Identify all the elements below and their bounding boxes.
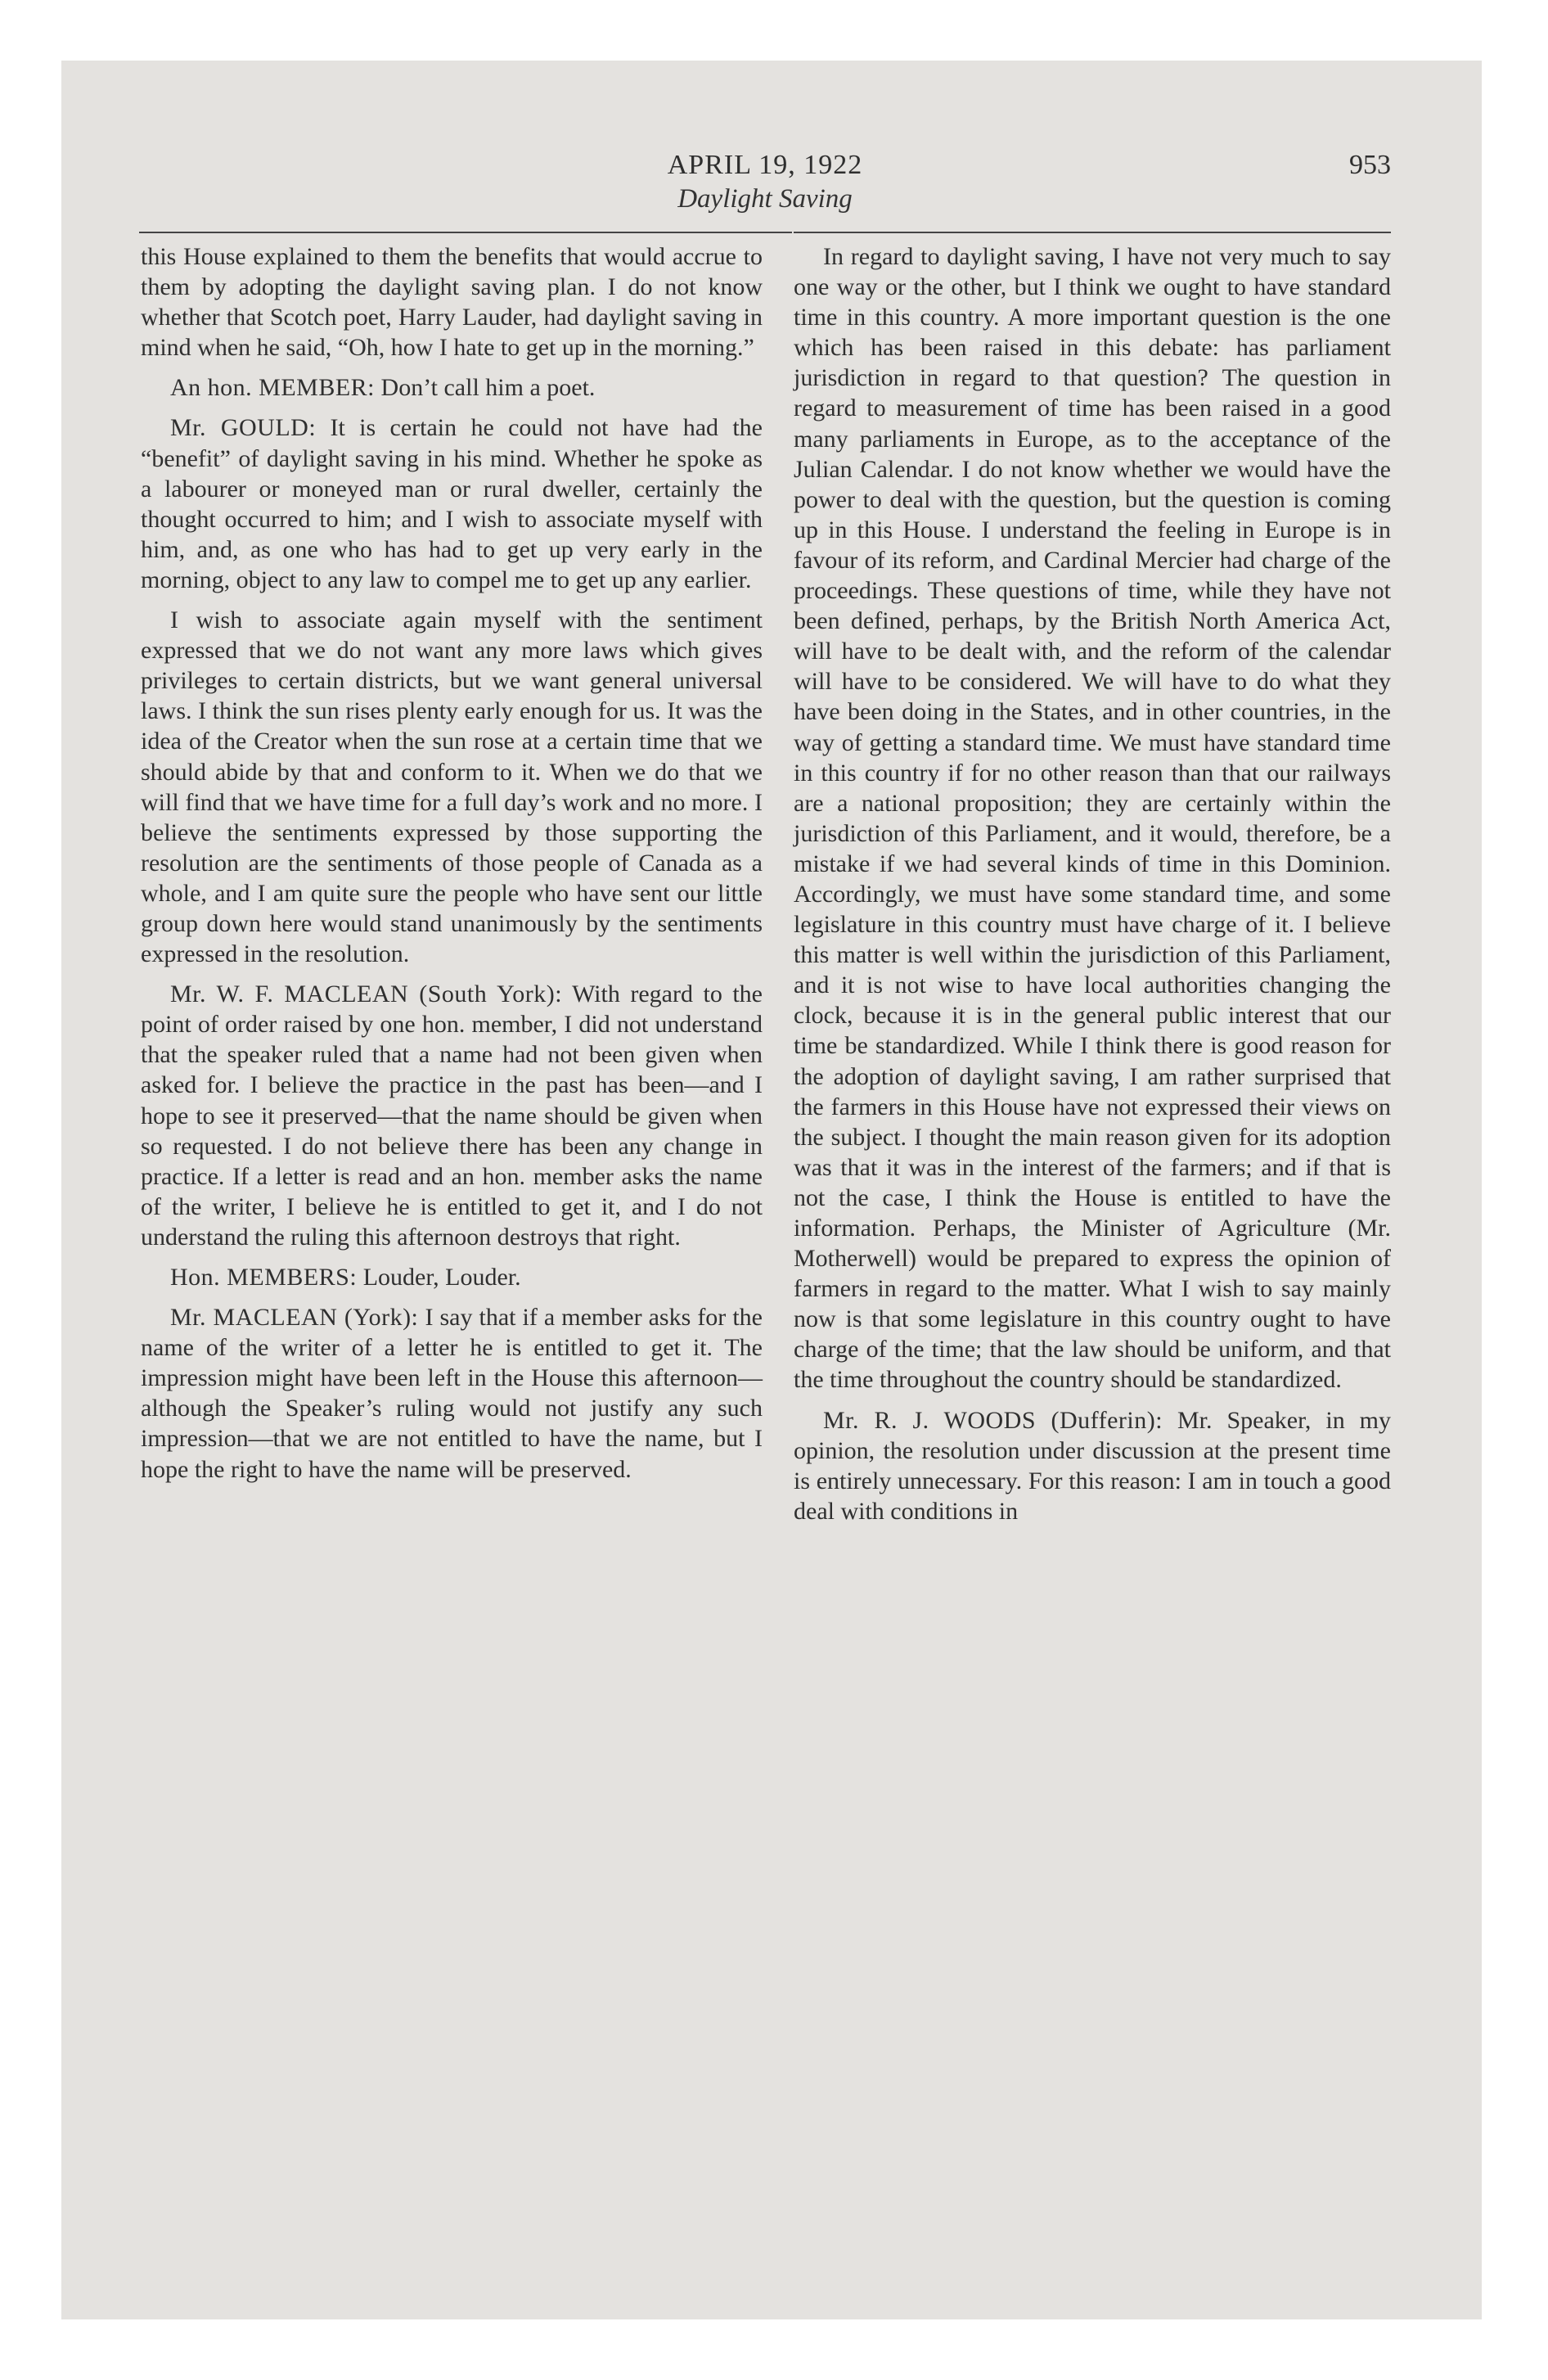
speech-text: Louder, Louder.	[357, 1264, 521, 1291]
speaker-name: Mr. R. J. WOODS (Dufferin):	[823, 1406, 1163, 1434]
speech-paragraph	[141, 1302, 763, 1485]
speaker-name: An hon. MEMBER:	[170, 374, 376, 402]
speech-paragraph	[141, 979, 763, 1252]
paragraph: this House explained to them the benefits that would accrue to them by adopting the daylight saving plan. I do not know whether that Scotch poet, Harry Lauder, had daylight saving in mind when he said, “Oh, how I hate to get up in the morning.”	[141, 243, 763, 362]
speech-text: With regard to the point of order raised by one hon. member, I did not understand that the speaker ruled that a name had not been given when asked for. I believe the practice in the past has been—and I hope to see it preserved—that the name should be given when so requested. I do not believe there has been any change in practice. If a letter is read and an hon. member asks the name of the writer, I believe he is entitled to get it, and I do not understand the ruling this afternoon destroys that right.	[141, 980, 763, 1251]
page-number: 953	[1349, 150, 1391, 180]
speech-text: Don’t call him a poet.	[375, 374, 596, 402]
speech-text: I say that if a member asks for the name of the writer of a letter he is entitled to get it. The impression might have been left in the House this afternoon—although the Speaker’s ruling would not justify any such impression—that we are not entitled to have the name, but I hope the right to have the name will be preserved.	[141, 1304, 763, 1483]
paragraph: In regard to daylight saving, I have not very much to say one way or the other, but I think we ought to have standard time in this country. A more important question is the one which has been raised in this debate: has parliament jurisdiction in regard to that question? The question in regard to measurement of time has been raised in a good many parliaments in Europe, as to the acceptance of the Julian Calendar. I do not know whether we would have the power to deal with the question, but the question is coming up in this House. I understand the feeling in Europe is in favour of its reform, and Cardinal Mercier had charge of the proceedings. These questions of time, while they have not been defined, perhaps, by the British North America Act, will have to be dealt with, and the reform of the calendar will have to be considered. We will have to do what they have been doing in the States, and in other countries, in the way of getting a standard time. We must have standard time in this country if for no other reason than that our railways are a national proposition; they are certainly within the jurisdiction of this Parliament, and it would, therefore, be a mistake if we had several kinds of time in this Dominion. Accordingly, we must have some standard time, and some legislature in this country must have charge of it. I believe this matter is well within the jurisdiction of this Parliament, and it is not wise to have local authorities changing the clock, because it is in the general public interest that our time be standardized. While I think there is good reason for the adoption of daylight saving, I am rather surprised that the farmers in this House have not expressed their views on the subject. I thought the main reason given for its adoption was that it was in the interest of the farmers; and if that is not the case, I think the House is entitled to have the information. Perhaps, the Minister of Agriculture (Mr. Motherwell) would be prepared to express the opinion of farmers in regard to the matter. What I wish to say mainly now is that some legislature in this country ought to have charge of the time; that the law should be uniform, and that the time throughout the country should be standardized.	[794, 243, 1391, 1394]
speech-paragraph	[141, 372, 763, 403]
header-rule-left	[139, 232, 792, 233]
paragraph: I wish to associate again myself with the sentiment expressed that we do not want any more laws which gives privileges to certain districts, but we want general universal laws. I think the sun rises plenty early enough for us. It was the idea of the Creator when the sun rose at a certain time that we should abide by that and conform to it. When we do that we will find that we have time for a full day’s work and no more. I believe the sentiments expressed by those supporting the resolution are the sentiments of those people of Canada as a whole, and I am quite sure the people who have sent our little group down here would stand unanimously by the sentiments expressed in the resolution.	[141, 606, 763, 968]
speaker-name: Mr. MACLEAN (York):	[170, 1304, 419, 1332]
speech-text: Mr. Speaker, in my opinion, the resolution under discussion at the present time is entirely unnecessary. For this reason: I am in touch a good deal with conditions in	[794, 1406, 1391, 1525]
left-column	[141, 241, 763, 1494]
page-header	[139, 150, 1391, 228]
speech-text: It is certain he could not have had the “benefit” of daylight saving in his mind. Whether he spoke as a labourer or moneyed man or rural dweller, certainly the thought occurred to him; and I wish to associate myself with him, and, as one who has had to get up very early in the morning, object to any law to compel me to get up any earlier.	[141, 414, 763, 593]
speaker-name: Mr. W. F. MACLEAN (South York):	[170, 980, 563, 1008]
header-date: APRIL 19, 1922	[667, 150, 863, 180]
header-topic: Daylight Saving	[677, 184, 853, 214]
header-rule-right	[794, 232, 1391, 233]
speaker-name: Mr. GOULD:	[170, 414, 317, 442]
speech-paragraph	[141, 412, 763, 595]
speaker-name: Hon. MEMBERS:	[170, 1264, 358, 1291]
right-column	[794, 241, 1391, 1536]
speech-paragraph	[794, 1405, 1391, 1526]
speech-paragraph	[141, 1262, 763, 1292]
